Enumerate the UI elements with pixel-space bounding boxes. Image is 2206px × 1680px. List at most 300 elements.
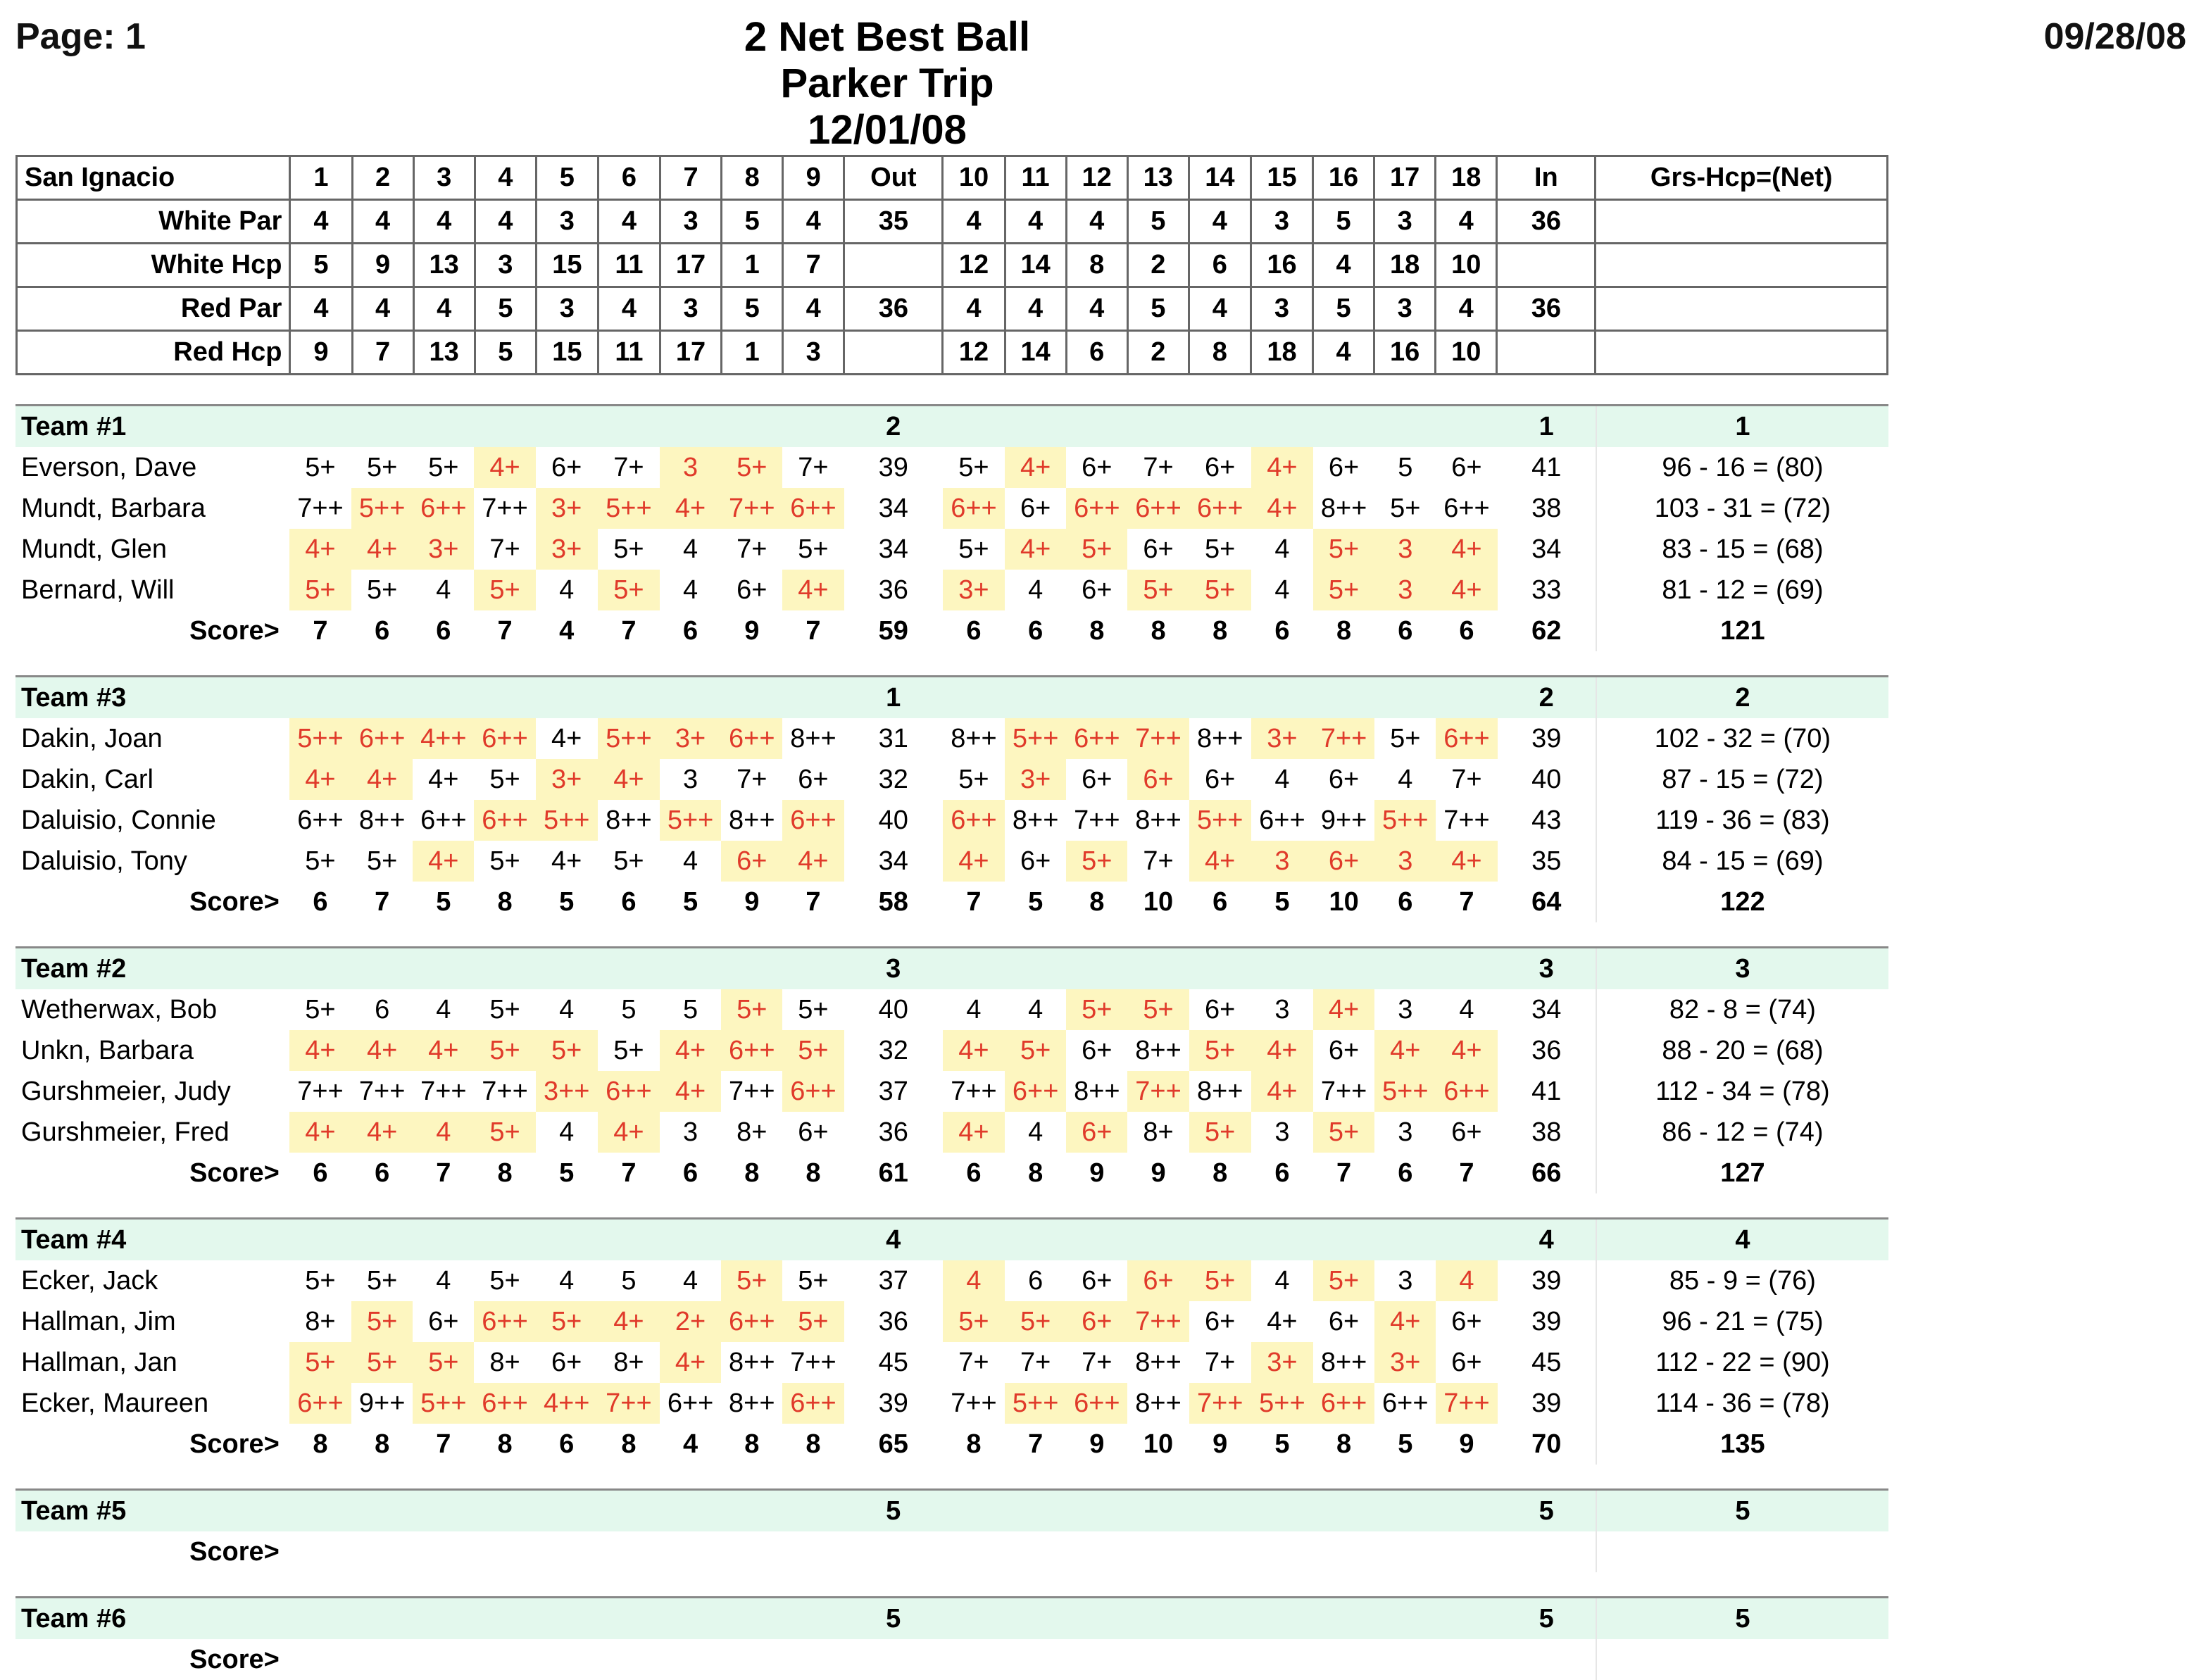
player-name: Ecker, Maureen xyxy=(21,1388,209,1418)
hole-score: 4+ xyxy=(1436,570,1497,610)
hole-score: 5+ xyxy=(474,1112,535,1153)
course-cell xyxy=(1596,244,1888,287)
team-name: Team #4 xyxy=(15,1219,289,1261)
hole-header: 5 xyxy=(536,156,598,200)
team-hole-score: 5 xyxy=(683,886,698,917)
player-name: Mundt, Barbara xyxy=(21,493,206,523)
hole-score: 5+ xyxy=(1390,723,1421,753)
hole-score: 4+ xyxy=(289,529,351,570)
course-cell: 4 xyxy=(598,287,660,331)
team-hole-score: 6 xyxy=(1212,886,1228,917)
course-cell: 4 xyxy=(1066,200,1127,244)
empty-cell xyxy=(782,948,844,990)
team-hole-score xyxy=(721,1531,782,1572)
hole-score: 6+ xyxy=(1451,1347,1482,1377)
team-hole-score xyxy=(536,1639,598,1680)
hole-score: 4 xyxy=(1028,1117,1044,1147)
hole-score: 6+ xyxy=(798,764,829,794)
team-hole-score xyxy=(1436,1639,1497,1680)
hole-score: 4+ xyxy=(660,1030,721,1071)
hole-score: 7++ xyxy=(420,1076,467,1106)
page-number: Page: 1 xyxy=(15,16,146,57)
hole-score: 5+ xyxy=(366,452,398,482)
player-out: 36 xyxy=(878,575,908,605)
empty-cell xyxy=(1005,1219,1066,1261)
hole-score: 4+ xyxy=(428,764,459,794)
course-cell: 17 xyxy=(660,244,722,287)
empty-cell xyxy=(660,1219,721,1261)
hole-score: 6++ xyxy=(1066,488,1127,529)
course-cell: 11 xyxy=(598,244,660,287)
team-hole-score: 9 xyxy=(744,886,760,917)
player-total: 86 - 12 = (74) xyxy=(1596,1112,1888,1153)
empty-cell xyxy=(289,677,351,719)
team-hole-score xyxy=(1189,1531,1251,1572)
empty-cell xyxy=(413,406,474,448)
player-in: 41 xyxy=(1531,452,1562,482)
team-name: Team #5 xyxy=(15,1490,289,1532)
hole-header: 4 xyxy=(475,156,536,200)
hole-score: 5+ xyxy=(1390,493,1421,523)
team-in-score: 70 xyxy=(1531,1429,1562,1459)
hole-score: 4 xyxy=(683,575,698,605)
course-cell: 7 xyxy=(783,244,844,287)
team-header-row xyxy=(15,1219,1888,1261)
team-hole-score xyxy=(351,1531,413,1572)
team-hole-score xyxy=(1313,1531,1374,1572)
team-hole-score: 9 xyxy=(1212,1429,1228,1459)
hole-score: 8++ xyxy=(1196,1076,1243,1106)
hole-header: 12 xyxy=(1066,156,1127,200)
hole-score: 5+ xyxy=(1127,570,1189,610)
course-cell: 3 xyxy=(536,287,598,331)
hole-score: 5+ xyxy=(943,1301,1005,1342)
hole-score: 5+ xyxy=(1189,1030,1251,1071)
course-cell: 4 xyxy=(475,200,536,244)
hole-score: 6++ xyxy=(474,718,535,759)
team-total-score: 127 xyxy=(1596,1153,1888,1193)
course-cell xyxy=(844,244,943,287)
hole-score: 4+ xyxy=(943,841,1005,882)
score-label: Score> xyxy=(189,1158,280,1188)
player-name: Dakin, Joan xyxy=(21,723,163,753)
team-hole-score: 6 xyxy=(1398,1158,1413,1188)
team-hole-score: 8 xyxy=(1336,615,1352,646)
team-hole-score: 7 xyxy=(1459,1158,1474,1188)
hole-score: 5+ xyxy=(798,994,829,1024)
hole-score: 4+ xyxy=(598,1301,660,1342)
player-out: 45 xyxy=(878,1347,908,1377)
hole-score: 6++ xyxy=(1382,1388,1429,1418)
team-score-row xyxy=(15,610,1888,651)
team-hole-score: 8 xyxy=(375,1429,390,1459)
empty-cell xyxy=(1374,677,1436,719)
player-row xyxy=(15,1301,1888,1342)
hole-score: 4+ xyxy=(1251,488,1313,529)
team-hole-score xyxy=(413,1639,474,1680)
team-hole-score: 9 xyxy=(1459,1429,1474,1459)
empty-cell xyxy=(1313,406,1374,448)
hole-score: 7+ xyxy=(1451,764,1482,794)
player-in: 43 xyxy=(1531,805,1562,835)
hole-score: 6++ xyxy=(297,805,344,835)
hole-score: 4+ xyxy=(351,759,413,800)
player-in: 34 xyxy=(1531,534,1562,564)
team-hole-score: 6 xyxy=(1274,1158,1290,1188)
hole-score: 3+ xyxy=(1005,759,1066,800)
empty-cell xyxy=(351,677,413,719)
team-hole-score: 10 xyxy=(1329,886,1359,917)
course-cell: 3 xyxy=(783,331,844,375)
player-name: Gurshmeier, Fred xyxy=(21,1117,230,1147)
team-in-score: 66 xyxy=(1531,1158,1562,1188)
course-cell: 4 xyxy=(1066,287,1127,331)
empty-cell xyxy=(289,948,351,990)
hole-score: 8++ xyxy=(1074,1076,1120,1106)
course-cell: 15 xyxy=(536,244,598,287)
player-in: 39 xyxy=(1531,1306,1562,1336)
empty-cell xyxy=(782,1219,844,1261)
hole-score: 6++ xyxy=(1066,718,1127,759)
empty-cell xyxy=(289,1219,351,1261)
hole-score: 6++ xyxy=(351,718,413,759)
hole-score: 5+ xyxy=(289,1342,351,1383)
course-cell: 3 xyxy=(660,200,722,244)
team-hole-score xyxy=(1005,1531,1066,1572)
player-out: 40 xyxy=(878,994,908,1024)
player-row xyxy=(15,841,1888,882)
player-name: Daluisio, Tony xyxy=(21,846,187,876)
hole-score: 6+ xyxy=(428,1306,459,1336)
course-row xyxy=(17,244,1888,287)
player-name: Unkn, Barbara xyxy=(21,1035,194,1065)
hole-score: 6 xyxy=(1028,1265,1044,1296)
empty-cell xyxy=(1127,1219,1189,1261)
hole-score: 7++ xyxy=(729,1076,775,1106)
hole-score: 6+ xyxy=(721,841,782,882)
hole-header: 15 xyxy=(1251,156,1312,200)
hole-score: 5+ xyxy=(366,1265,398,1296)
spacer-cell xyxy=(15,1193,1888,1219)
hole-score: 4+ xyxy=(1189,841,1251,882)
team-hole-score: 7 xyxy=(806,615,821,646)
hole-header: In xyxy=(1497,156,1596,200)
team-header-row xyxy=(15,1490,1888,1532)
hole-score: 9++ xyxy=(1320,805,1367,835)
hole-score: 5+ xyxy=(613,534,644,564)
empty-cell xyxy=(943,677,1005,719)
team-hole-score: 4 xyxy=(559,615,575,646)
empty-cell xyxy=(721,1219,782,1261)
hole-score: 5++ xyxy=(289,718,351,759)
team-hole-score xyxy=(1374,1531,1436,1572)
empty-cell xyxy=(289,1598,351,1640)
hole-score: 4 xyxy=(1436,1260,1497,1301)
player-row xyxy=(15,1030,1888,1071)
course-cell: 1 xyxy=(722,244,783,287)
hole-score: 6++ xyxy=(474,1301,535,1342)
hole-score: 9++ xyxy=(358,1388,406,1418)
course-cell: 4 xyxy=(1005,287,1066,331)
hole-score: 4+ xyxy=(289,759,351,800)
hole-header: 14 xyxy=(1189,156,1251,200)
hole-score: 8++ xyxy=(729,1347,775,1377)
empty-cell xyxy=(721,1490,782,1532)
hole-score: 6+ xyxy=(1205,452,1236,482)
team-hole-score: 6 xyxy=(1274,615,1290,646)
empty-cell xyxy=(1374,948,1436,990)
team-hole-score: 10 xyxy=(1143,1429,1174,1459)
player-total: 102 - 32 = (70) xyxy=(1596,718,1888,759)
team-total-rank: 5 xyxy=(1596,1490,1888,1532)
hole-score: 7+ xyxy=(1020,1347,1051,1377)
player-total: 82 - 8 = (74) xyxy=(1596,989,1888,1030)
player-name: Hallman, Jan xyxy=(21,1347,177,1377)
course-row-label: White Par xyxy=(17,200,290,244)
team-hole-score: 4 xyxy=(683,1429,698,1459)
hole-score: 4+ xyxy=(351,529,413,570)
empty-cell xyxy=(1436,677,1497,719)
hole-score: 6+ xyxy=(1020,493,1051,523)
player-name: Gurshmeier, Judy xyxy=(21,1076,231,1106)
team-hole-score: 6 xyxy=(313,1158,328,1188)
team-spacer xyxy=(15,651,1888,677)
empty-cell xyxy=(1005,948,1066,990)
hole-score: 5+ xyxy=(474,1030,535,1071)
player-name: Bernard, Will xyxy=(21,575,175,605)
hole-score: 5+ xyxy=(1313,1112,1374,1153)
team-hole-score xyxy=(289,1531,351,1572)
hole-score: 4 xyxy=(1028,994,1044,1024)
hole-score: 5+ xyxy=(489,1265,520,1296)
team-out-rank: 4 xyxy=(844,1219,943,1261)
course-cell: 5 xyxy=(290,244,352,287)
hole-score: 4++ xyxy=(536,1383,598,1424)
team-hole-score: 7 xyxy=(1028,1429,1044,1459)
team-hole-score xyxy=(943,1531,1005,1572)
hole-header: 8 xyxy=(722,156,783,200)
hole-score: 3 xyxy=(683,1117,698,1147)
team-spacer xyxy=(15,1465,1888,1490)
hole-score: 5 xyxy=(1398,452,1413,482)
hole-score: 3+ xyxy=(1251,718,1313,759)
hole-score: 3+ xyxy=(413,529,474,570)
course-cell: 14 xyxy=(1005,331,1066,375)
hole-score: 6+ xyxy=(1143,534,1174,564)
player-row xyxy=(15,718,1888,759)
hole-score: 5+ xyxy=(351,1301,413,1342)
empty-cell xyxy=(1251,948,1313,990)
empty-cell xyxy=(1436,1490,1497,1532)
course-cell: 16 xyxy=(1374,331,1436,375)
hole-score: 4 xyxy=(413,1112,474,1153)
player-out: 34 xyxy=(878,534,908,564)
course-row xyxy=(17,200,1888,244)
empty-cell xyxy=(1005,1598,1066,1640)
team-hole-score: 7 xyxy=(436,1158,451,1188)
hole-score: 4+ xyxy=(351,1112,413,1153)
hole-score: 7++ xyxy=(482,493,528,523)
hole-score: 4+ xyxy=(289,1030,351,1071)
empty-cell xyxy=(660,406,721,448)
team-hole-score xyxy=(1436,1531,1497,1572)
hole-score: 5++ xyxy=(1189,800,1251,841)
hole-score: 4+ xyxy=(551,846,582,876)
hole-score: 3+ xyxy=(660,718,721,759)
hole-score: 5+ xyxy=(305,846,336,876)
hole-header: Grs-Hcp=(Net) xyxy=(1596,156,1888,200)
course-cell: 6 xyxy=(1066,331,1127,375)
empty-cell xyxy=(943,1219,1005,1261)
hole-score: 7+ xyxy=(1143,846,1174,876)
empty-cell xyxy=(1313,1219,1374,1261)
hole-score: 6++ xyxy=(289,1383,351,1424)
empty-cell xyxy=(413,1598,474,1640)
team-hole-score: 8 xyxy=(497,1158,513,1188)
player-in: 39 xyxy=(1531,1388,1562,1418)
hole-score: 6+ xyxy=(1328,764,1360,794)
player-row xyxy=(15,1383,1888,1424)
hole-score: 3 xyxy=(1398,1117,1413,1147)
hole-score: 6+ xyxy=(1127,759,1189,800)
team-spacer xyxy=(15,1572,1888,1598)
team-out-score: 61 xyxy=(878,1158,908,1188)
empty-cell xyxy=(351,1490,413,1532)
team-total-score xyxy=(1596,1639,1888,1680)
hole-score: 8++ xyxy=(1196,723,1243,753)
hole-score: 6+ xyxy=(1082,1265,1113,1296)
hole-score: 7++ xyxy=(1074,805,1120,835)
empty-cell xyxy=(1066,1219,1127,1261)
hole-score: 3+ xyxy=(536,759,598,800)
team-hole-score: 6 xyxy=(375,1158,390,1188)
hole-score: 5 xyxy=(683,994,698,1024)
hole-score: 5+ xyxy=(305,452,336,482)
team-score-row xyxy=(15,882,1888,922)
team-in-rank: 1 xyxy=(1498,406,1596,448)
report-title: 2 Net Best Ball xyxy=(744,14,1031,60)
team-in-rank: 5 xyxy=(1498,1490,1596,1532)
player-row xyxy=(15,989,1888,1030)
team-hole-score: 7 xyxy=(621,1158,637,1188)
empty-cell xyxy=(351,1219,413,1261)
team-hole-score: 5 xyxy=(1274,1429,1290,1459)
course-row-label: Red Hcp xyxy=(17,331,290,375)
empty-cell xyxy=(289,1490,351,1532)
empty-cell xyxy=(351,948,413,990)
team-hole-score: 6 xyxy=(1028,615,1044,646)
hole-score: 8++ xyxy=(358,805,406,835)
empty-cell xyxy=(1374,406,1436,448)
course-cell: 8 xyxy=(1066,244,1127,287)
hole-score: 4 xyxy=(683,534,698,564)
hole-score: 4+ xyxy=(413,841,474,882)
hole-score: 7++ xyxy=(1127,718,1189,759)
course-cell: 5 xyxy=(722,287,783,331)
player-row xyxy=(15,800,1888,841)
hole-score: 7++ xyxy=(1320,1076,1367,1106)
empty-cell xyxy=(351,406,413,448)
player-total: 112 - 22 = (90) xyxy=(1596,1342,1888,1383)
hole-score: 5++ xyxy=(598,488,660,529)
hole-score: 5+ xyxy=(958,452,989,482)
hole-score: 5+ xyxy=(1127,989,1189,1030)
hole-score: 4+ xyxy=(1267,1306,1298,1336)
player-out: 32 xyxy=(878,764,908,794)
hole-score: 4 xyxy=(559,575,575,605)
hole-header: 9 xyxy=(783,156,844,200)
hole-score: 6+ xyxy=(551,1347,582,1377)
hole-score: 4 xyxy=(1274,575,1290,605)
hole-score: 4+ xyxy=(943,1030,1005,1071)
team-hole-score xyxy=(474,1531,535,1572)
hole-score: 4+ xyxy=(660,488,721,529)
hole-score: 4 xyxy=(559,994,575,1024)
team-total-score: 121 xyxy=(1596,610,1888,651)
course-row xyxy=(17,287,1888,331)
team-hole-score: 6 xyxy=(1459,615,1474,646)
hole-score: 5+ xyxy=(798,1265,829,1296)
empty-cell xyxy=(1251,406,1313,448)
team-in-score xyxy=(1498,1639,1596,1680)
empty-cell xyxy=(536,1490,598,1532)
team-spacer xyxy=(15,1193,1888,1219)
hole-score: 8++ xyxy=(606,805,652,835)
empty-cell xyxy=(1374,1219,1436,1261)
team-out-rank: 5 xyxy=(844,1490,943,1532)
hole-score: 5+ xyxy=(598,570,660,610)
empty-cell xyxy=(1313,948,1374,990)
team-hole-score: 6 xyxy=(1398,615,1413,646)
course-cell: 13 xyxy=(413,331,475,375)
hole-score: 3+ xyxy=(1374,1342,1436,1383)
team-in-rank: 4 xyxy=(1498,1219,1596,1261)
hole-score: 7++ xyxy=(297,493,344,523)
hole-score: 7++ xyxy=(790,1347,836,1377)
hole-score: 4+ xyxy=(474,447,535,488)
course-cell: 36 xyxy=(844,287,943,331)
player-name: Mundt, Glen xyxy=(21,534,167,564)
player-row xyxy=(15,1112,1888,1153)
team-out-rank: 2 xyxy=(844,406,943,448)
course-cell: 4 xyxy=(290,200,352,244)
hole-score: 6++ xyxy=(598,1071,660,1112)
team-hole-score xyxy=(782,1639,844,1680)
team-score-row xyxy=(15,1531,1888,1572)
hole-score: 7+ xyxy=(737,534,767,564)
team-hole-score: 6 xyxy=(559,1429,575,1459)
team-hole-score: 6 xyxy=(621,886,637,917)
hole-header: 6 xyxy=(598,156,660,200)
hole-score: 6++ xyxy=(943,800,1005,841)
hole-score: 3+ xyxy=(536,488,598,529)
empty-cell xyxy=(1066,1490,1127,1532)
course-cell: 9 xyxy=(290,331,352,375)
team-out-rank: 3 xyxy=(844,948,943,990)
team-hole-score: 8 xyxy=(744,1429,760,1459)
score-label: Score> xyxy=(189,615,280,646)
hole-score: 6+ xyxy=(1313,841,1374,882)
hole-score: 3 xyxy=(683,764,698,794)
course-cell: 5 xyxy=(1127,287,1189,331)
team-name: Team #3 xyxy=(15,677,289,719)
hole-score: 4+ xyxy=(598,1112,660,1153)
hole-score: 6+ xyxy=(1082,575,1113,605)
course-cell: 18 xyxy=(1251,331,1312,375)
hole-score: 6++ xyxy=(413,488,474,529)
hole-score: 5+ xyxy=(489,994,520,1024)
empty-cell xyxy=(660,1490,721,1532)
